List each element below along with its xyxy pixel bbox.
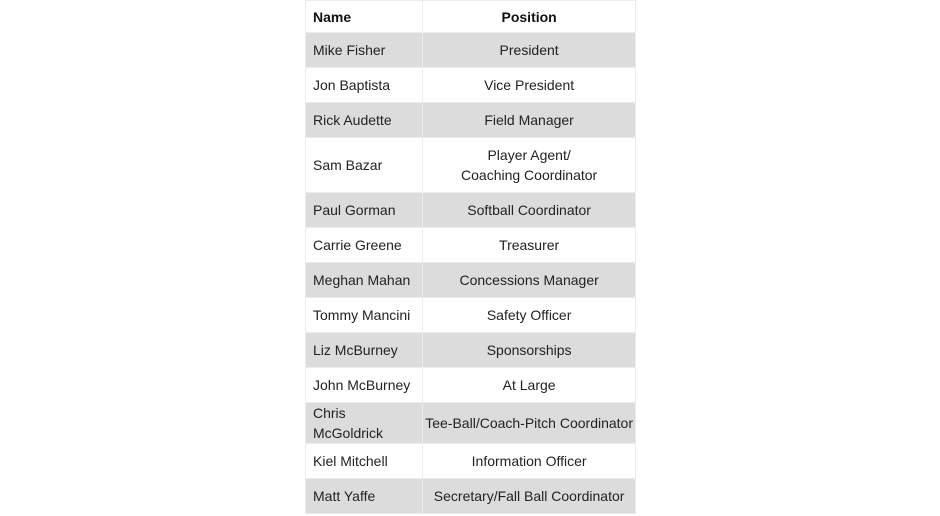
member-name: Meghan Mahan <box>306 263 423 298</box>
position-line: Player Agent/ <box>487 147 571 163</box>
member-position <box>423 68 636 103</box>
table-body <box>306 33 636 514</box>
position-line: Field Manager <box>484 112 574 128</box>
member-position <box>423 263 636 298</box>
member-name: Carrie Greene <box>306 228 423 263</box>
member-name: Rick Audette <box>306 103 423 138</box>
member-name: Jon Baptista <box>306 68 423 103</box>
member-position <box>423 33 636 68</box>
position-line: Softball Coordinator <box>467 202 591 218</box>
member-name: Liz McBurney <box>306 333 423 368</box>
table-row <box>306 479 636 514</box>
member-position <box>423 298 636 333</box>
member-name: Kiel Mitchell <box>306 444 423 479</box>
position-line: Vice President <box>484 77 575 93</box>
member-position <box>423 444 636 479</box>
member-name: John McBurney <box>306 368 423 403</box>
member-name: Chris McGoldrick <box>306 403 423 444</box>
table-row <box>306 403 636 444</box>
position-line: Coaching Coordinator <box>461 167 598 183</box>
member-position <box>423 138 636 193</box>
table-row <box>306 333 636 368</box>
table-row <box>306 263 636 298</box>
member-position <box>423 403 636 444</box>
position-line: Secretary/Fall Ball Coordinator <box>433 488 625 504</box>
position-line: Information Officer <box>471 453 587 469</box>
position-line: At Large <box>502 377 556 393</box>
member-name: Sam Bazar <box>306 138 423 193</box>
board-members-table <box>305 0 636 514</box>
table-row <box>306 228 636 263</box>
member-position <box>423 368 636 403</box>
member-position <box>423 228 636 263</box>
member-name: Matt Yaffe <box>306 479 423 514</box>
member-name: Mike Fisher <box>306 33 423 68</box>
table-row <box>306 298 636 333</box>
table-row <box>306 138 636 193</box>
position-column-header: Position <box>423 1 636 33</box>
table-row <box>306 103 636 138</box>
table-row <box>306 68 636 103</box>
position-line: Sponsorships <box>486 342 572 358</box>
member-name: Tommy Mancini <box>306 298 423 333</box>
table-row <box>306 444 636 479</box>
table-row <box>306 33 636 68</box>
position-line: President <box>499 42 559 58</box>
member-position <box>423 333 636 368</box>
table-row <box>306 193 636 228</box>
position-line: Tee-Ball/Coach-Pitch Coordinator <box>425 415 633 431</box>
member-position <box>423 193 636 228</box>
position-line: Safety Officer <box>486 307 572 323</box>
position-line: Treasurer <box>499 237 560 253</box>
member-name: Paul Gorman <box>306 193 423 228</box>
header-row <box>306 1 636 33</box>
member-position <box>423 103 636 138</box>
name-column-header: Name <box>306 1 423 33</box>
table-row <box>306 368 636 403</box>
member-position <box>423 479 636 514</box>
position-line: Concessions Manager <box>459 272 599 288</box>
